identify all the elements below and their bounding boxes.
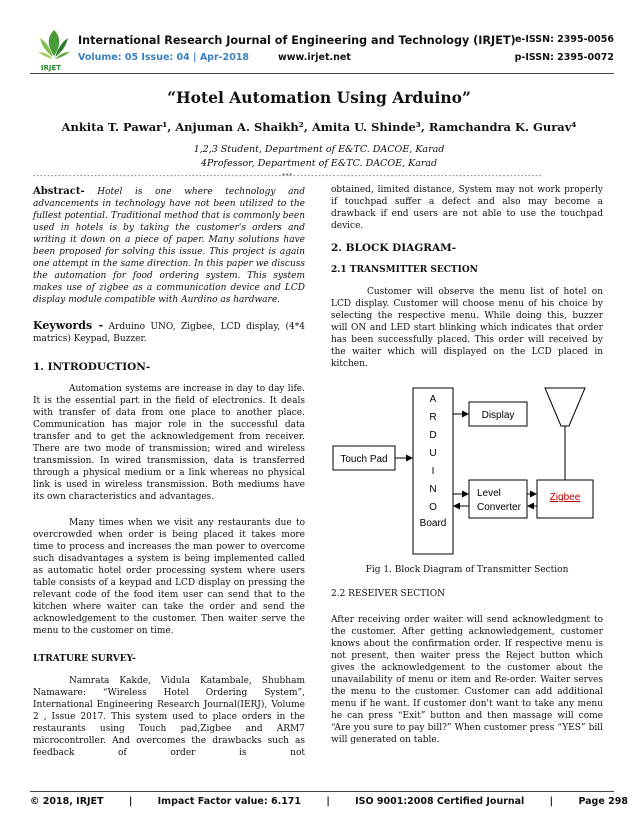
- footer-divider-2: |: [326, 796, 330, 807]
- section-separator: ---------------------------------------------------------------------***---------------------------------------------------------------------: [32, 172, 542, 180]
- left-column: [33, 186, 305, 769]
- footer-impact-factor: Impact Factor value: 6.171: [157, 796, 302, 807]
- display-label: Display: [481, 410, 515, 421]
- author-list: Ankita T. Pawar¹, Anjuman A. Shaikh², Amita U. Shinde³, Ramchandra K. Gurav⁴: [61, 120, 577, 134]
- transmitter-heading: 2.1 TRANSMITTER SECTION: [331, 265, 478, 275]
- touchpad-label: Touch Pad: [340, 454, 388, 465]
- block-diagram-heading: 2. BLOCK DIAGRAM-: [331, 242, 457, 254]
- footer-divider-3: |: [549, 796, 554, 807]
- literature-paragraph: Namrata Kakde, Vidula Katambale, Shubham Namaware: “Wireless Hotel Ordering System”, International Engineering Research Journal(IERJ), Volume 2 , Issue 2017. This system used to place orders in the restaurants using Touch pad,Zigbee and ARM7 microcontroller. And overcomes the drawbacks such as feedback of order is not: [33, 676, 305, 758]
- antenna-shape: [545, 388, 585, 426]
- board-letter-r: R: [429, 412, 437, 423]
- keywords-label: Keywords -: [33, 319, 104, 332]
- page-footer: [30, 796, 628, 807]
- volume-issue: Volume: 05 Issue: 04 | Apr-2018: [78, 52, 250, 63]
- transmitter-paragraph: Customer will observe the menu list of hotel on LCD display. Customer will choose menu of his choice by selecting the respective menu. While doing this, buzzer will ON and LED start blinking which indicates that order has been successfully placed. This order will received by the waiter which will displayed on the LCD placed in kitchen.: [331, 287, 603, 369]
- block-diagram-svg: [331, 380, 603, 558]
- footer-page-number: Page 298: [578, 796, 628, 807]
- footer-divider-1: |: [128, 796, 133, 807]
- receiver-paragraph: After receiving order waiter will send acknowledgment to the customer. After getting acknowledgement, customer knows about the confirmation order. If respective menu is not present, then waiter press the Reject button which gives the acknowledgement to the customer about the unavailability of menu or item and Re-order. Waiter serves the menu to the customer. Customer can add additional menu if he want. If customer don't want to take any menu he can press “Exit” button and then massage will come “Are you sure to pay bill?” When customer press “YES” bill will generated on table.: [331, 615, 603, 745]
- abstract: [33, 186, 305, 306]
- journal-header: [30, 24, 614, 74]
- intro-paragraph-1: Automation systems are increase in day to day life. It is the essential part in the field of electronics. It deals with transfer of data from one place to another place. Communication has major role in the successful data transfer and to get the acknowledgement from receiver. There are two mode of transmission; wired and wireless transmission. In wired transmission, data is transferred through a physical medium or a link whereas no physical link is used in wireless transmission. Both mediums have its own characteristics and advantages.: [33, 384, 305, 502]
- p-issn: p-ISSN: 2395-0072: [514, 52, 614, 63]
- board-letter-n: N: [429, 484, 437, 495]
- level-converter-label-2: Converter: [477, 502, 521, 513]
- intro-heading: 1. INTRODUCTION-: [33, 361, 151, 373]
- board-letter-o: O: [429, 502, 437, 513]
- receiver-heading: 2.2 RESEIVER SECTION: [331, 589, 445, 599]
- website-link[interactable]: www.irjet.net: [278, 52, 351, 63]
- level-converter-label-1: Level: [477, 488, 501, 499]
- header-rule: [30, 73, 614, 74]
- board-letter-u: U: [429, 448, 437, 459]
- journal-name: International Research Journal of Engineering and Technology (IRJET): [78, 34, 516, 47]
- footer-iso: ISO 9001:2008 Certified Journal: [355, 796, 525, 807]
- board-letter-i: I: [431, 466, 435, 477]
- abstract-text: Hotel is one where technology and advancements in technology have not been utilized to the fullest potential. Traditional method that is commonly been used in hotels is by taking the customer's orders and writing it down on a piece of paper. Many solutions have been proposed for solving this issue. This project is again one attempt in the same direction. In this paper we discuss the automation for food ordering system. This system makes use of zigbee as a communication device and LCD display module compatible with Aurdino as hardware.: [33, 187, 305, 305]
- transmitter-block-diagram: [331, 380, 603, 558]
- footer-copyright: © 2018, IRJET: [30, 796, 104, 807]
- affiliation-professor: 4Professor, Department of E&TC. DACOE, Karad: [200, 158, 438, 169]
- abstract-label: Abstract-: [33, 186, 85, 197]
- literature-heading: LTRATURE SURVEY-: [33, 654, 136, 664]
- paper-title: “Hotel Automation Using Arduino”: [167, 88, 471, 107]
- board-letter-d: D: [429, 430, 437, 441]
- footer-rule: [30, 791, 614, 792]
- literature-continued: obtained, limited distance, System may not work properly if touchpad suffer a defect and also may become a drawback if end users are not able to use the touchpad device.: [331, 185, 603, 231]
- keywords: [33, 320, 305, 345]
- e-issn: e-ISSN: 2395-0056: [514, 34, 614, 45]
- board-label: Board: [419, 518, 447, 529]
- affiliation-students: 1,2,3 Student, Department of E&TC. DACOE, Karad: [193, 144, 445, 155]
- right-column: [331, 184, 603, 756]
- intro-paragraph-2: Many times when we visit any restaurants due to overcrowded when order is being placed it takes more time to process and increases the man power to overcome such disadvantages a system is being implemented called as automatic hotel order processing system where users table consists of a keypad and LCD display on pressing the relevant code of the food item user can send that to the kitchen where waiter can take the order and send the acknowledgement to the customer. Then waiter serve the menu to the customer on time.: [33, 518, 305, 636]
- board-letter-a: A: [429, 394, 437, 405]
- logo-text: IRJET: [40, 64, 62, 72]
- zigbee-label: Zigbee: [549, 492, 581, 503]
- keywords-text: Arduino UNO, Zigbee, LCD display, (4*4 matrics) Keypad, Buzzer.: [33, 322, 306, 344]
- figure-caption: Fig 1. Block Diagram of Transmitter Section: [365, 565, 569, 575]
